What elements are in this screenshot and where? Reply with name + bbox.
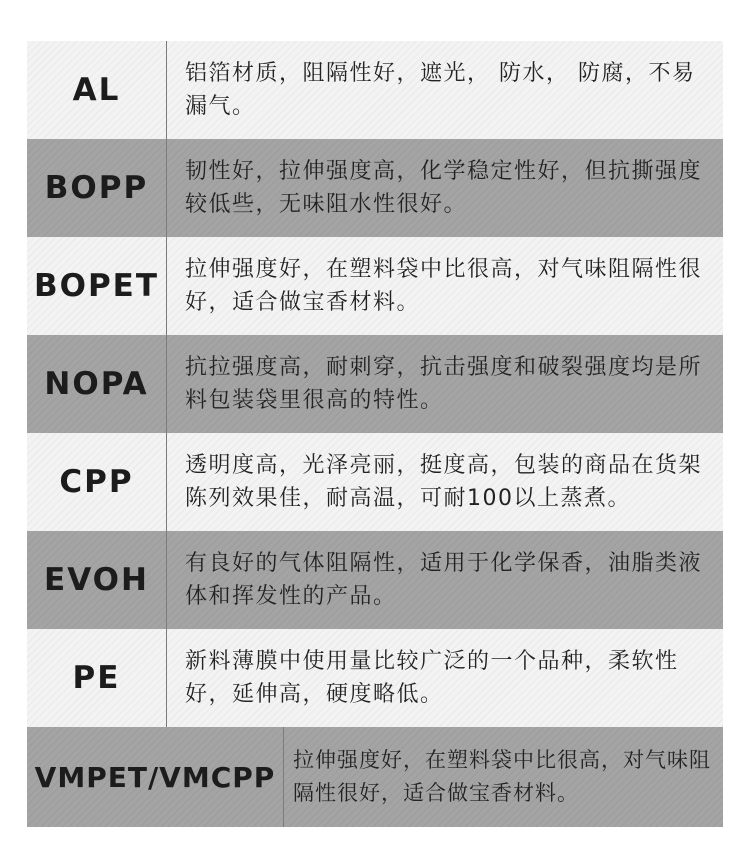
material-description: 拉伸强度好，在塑料袋中比很高，对气味阻隔性很好，适合做宝香材料。 [185,257,703,315]
column-divider [166,237,167,335]
material-description: 韧性好，拉伸强度高，化学稳定性好，但抗撕强度较低些，无味阻水性很好。 [185,159,703,217]
column-divider [166,531,167,629]
material-description: 铝箔材质，阻隔性好，遮光， 防水， 防腐，不易漏气。 [185,61,696,119]
material-description: 抗拉强度高，耐刺穿，抗击强度和破裂强度均是所料包装袋里很高的特性。 [185,355,703,413]
table-row [27,335,723,433]
material-name: VMPET/VMCPP [34,760,276,794]
table-row [27,629,723,727]
material-name: BOPP [44,170,149,206]
table-row [27,531,723,629]
material-name: AL [72,72,121,108]
materials-table [27,41,723,827]
material-name: PE [72,660,121,696]
column-divider [166,139,167,237]
material-name: NOPA [44,366,149,402]
material-name: EVOH [44,562,149,598]
material-name: BOPET [33,268,160,304]
column-divider [166,41,167,139]
material-description: 有良好的气体阻隔性，适用于化学保香，油脂类液体和挥发性的产品。 [185,551,703,609]
material-description: 拉伸强度好，在塑料袋中比很高，对气味阻隔性很好，适合做宝香材料。 [293,748,711,805]
table-row [27,727,723,827]
column-divider [166,629,167,727]
table-row [27,237,723,335]
material-description: 新料薄膜中使用量比较广泛的一个品种，柔软性好，延伸高，硬度略低。 [185,649,679,707]
column-divider [166,335,167,433]
material-description: 透明度高，光泽亮丽，挺度高，包装的商品在货架陈列效果佳，耐高温，可耐100以上蒸煮。 [185,453,703,511]
material-name: CPP [59,464,134,500]
column-divider [283,727,284,827]
table-row [27,139,723,237]
column-divider [166,433,167,531]
table-row [27,41,723,139]
table-row [27,433,723,531]
